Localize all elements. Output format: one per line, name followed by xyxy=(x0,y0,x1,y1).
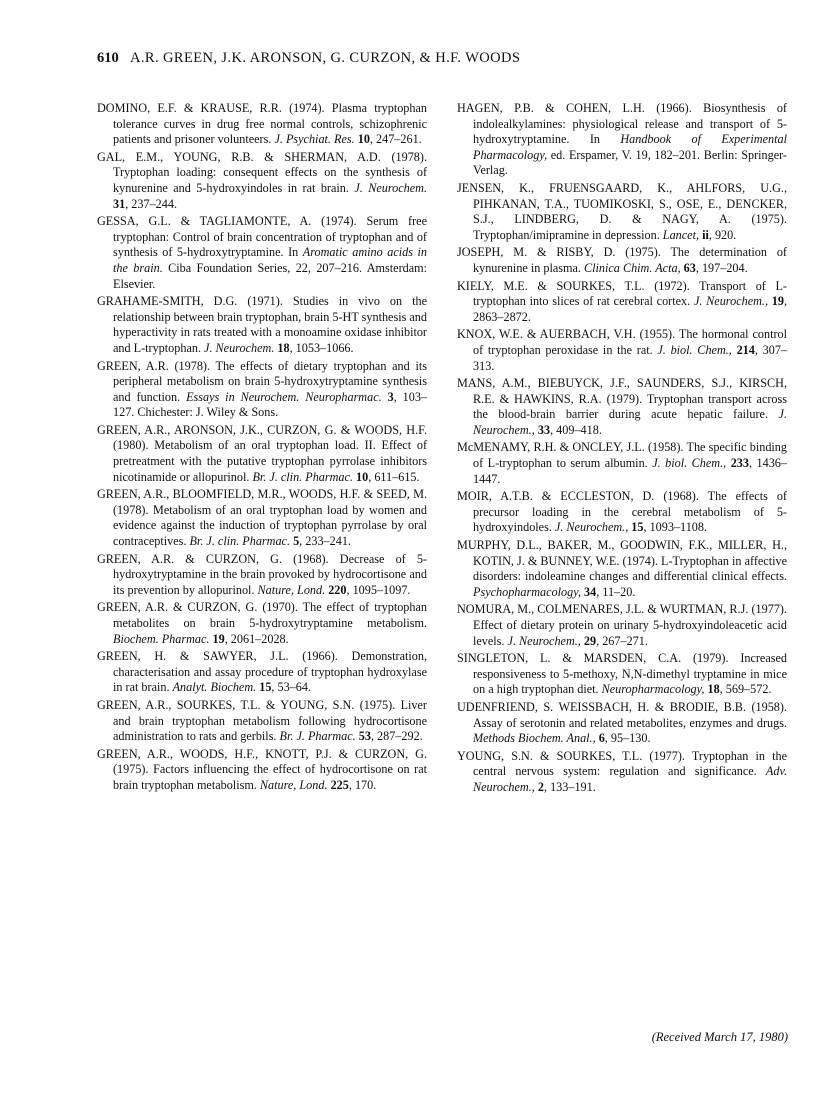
reference-pages: , 569–572. xyxy=(719,682,772,697)
reference-entry xyxy=(97,747,427,794)
reference-entry xyxy=(457,602,787,649)
reference-entry xyxy=(97,423,427,485)
reference-text: GREEN, A.R., WOODS, H.F., KNOTT, P.J. & CURZON, G. (1975). Factors influencing the effect of hydrocortisone on rat brain tryptophan metabolism. xyxy=(97,746,427,792)
reference-text: GREEN, A.R., ARONSON, J.K., CURZON, G. & WOODS, H.F. (1980). Metabolism of an oral tryptophan load. II. Effect of pretreatment with the putative tryptophan pyrrolase inhibitors nicotinamide or allopurinol. xyxy=(97,422,427,484)
reference-text: GREEN, H. & SAWYER, J.L. (1966). Demonstration, characterisation and assay procedure of tryptophan hydroxylase in rat brain. xyxy=(97,649,427,695)
reference-text: JENSEN, K., FRUENSGAARD, K., AHLFORS, U.G., PIHKANAN, T.A., TUOMIKOSKI, S., OSE, E., DENCKER, S.J., LINDBERG, D. & NAGY, A. (1975). Tryptophan/imipramine in depression. xyxy=(457,180,787,242)
reference-text: JOSEPH, M. & RISBY, D. (1975). The determination of kynurenine in plasma. xyxy=(457,245,787,275)
reference-text: NOMURA, M., COLMENARES, J.L. & WURTMAN, R.J. (1977). Effect of dietary protein on urinary 5-hydroxyindoleacetic acid levels. xyxy=(457,602,787,648)
reference-entry xyxy=(457,327,787,374)
reference-journal: J. Neurochem. xyxy=(354,180,427,195)
reference-journal: Br. J. Pharmac. xyxy=(279,729,356,744)
reference-journal: Handbook of Experimental Pharmacology, xyxy=(473,132,787,162)
reference-text: McMENAMY, R.H. & ONCLEY, J.L. (1958). The specific binding of L-tryptophan to serum albumin. xyxy=(457,440,787,471)
running-header xyxy=(97,50,787,67)
reference-entry xyxy=(457,489,787,536)
reference-pages: , 95–130. xyxy=(604,731,651,746)
reference-journal: Nature, Lond. xyxy=(257,582,326,597)
reference-entry xyxy=(457,700,787,747)
references-left-column xyxy=(97,101,427,796)
reference-journal: J. Psychiat. Res. xyxy=(274,132,355,147)
reference-volume: 15 xyxy=(259,680,272,695)
reference-volume: 34 xyxy=(584,584,597,599)
reference-journal: Br. J. clin. Pharmac. xyxy=(189,534,291,549)
reference-text: YOUNG, S.N. & SOURKES, T.L. (1977). Tryptophan in the central nervous system: regulation and significance. xyxy=(457,748,787,779)
reference-entry xyxy=(457,651,787,698)
reference-journal: J. Neurochem., xyxy=(473,407,787,437)
reference-text: DOMINO, E.F. & KRAUSE, R.R. (1974). Plasma tryptophan tolerance curves in drug free normal controls, schizophrenic patients and prisoner volunteers. xyxy=(97,101,427,147)
reference-pages: , 2863–2872. xyxy=(473,294,788,324)
reference-entry xyxy=(457,279,787,326)
reference-journal: J. Neurochem., xyxy=(693,294,769,309)
reference-pages: , 307–313. xyxy=(473,342,788,373)
reference-journal: J. Neurochem. xyxy=(204,340,275,355)
reference-volume: 15 xyxy=(631,520,644,535)
reference-text: GAL, E.M., YOUNG, R.B. & SHERMAN, A.D. (1978). Tryptophan loading: consequent effects on the synthesis of kynurenine and 5-hydroxyindoles in rat brain. xyxy=(97,149,427,195)
reference-journal: Clinica Chim. Acta, xyxy=(584,260,681,275)
reference-journal: Analyt. Biochem. xyxy=(172,680,257,695)
reference-journal: Essays in Neurochem. Neuropharmac. xyxy=(186,389,382,404)
reference-pages: , 1053–1066. xyxy=(289,340,354,355)
reference-pages: , 611–615. xyxy=(368,469,420,484)
reference-volume: 214 xyxy=(736,342,755,357)
reference-volume: 63 xyxy=(683,260,696,275)
reference-pages: , 1093–1108. xyxy=(643,520,708,535)
reference-pages: , 247–261. xyxy=(369,132,422,147)
reference-text: GREEN, A.R., BLOOMFIELD, M.R., WOODS, H.F. & SEED, M. (1978). Metabolism of an oral tryptophan load by women and evidence against the induction of tryptophan pyrrolase by oral contraceptives. xyxy=(97,487,427,549)
reference-pages: , 170. xyxy=(348,777,377,792)
reference-entry xyxy=(97,600,427,647)
reference-volume: 53 xyxy=(358,729,371,744)
reference-entry xyxy=(97,487,427,549)
reference-pages: , 1095–1097. xyxy=(346,582,411,597)
reference-text: GRAHAME-SMITH, D.G. (1971). Studies in vivo on the relationship between brain tryptophan, brain 5-HT synthesis and hyperactivity in rats treated with a monoamine oxidase inhibitor and L-tryptophan. xyxy=(97,294,427,355)
reference-pages: , 133–191. xyxy=(543,779,596,794)
reference-text: HAGEN, P.B. & COHEN, L.H. (1966). Biosynthesis of indolealkylamines: physiological release and transport of 5-hydroxytryptamine. In xyxy=(457,101,787,147)
reference-entry xyxy=(457,440,787,487)
reference-pages: , 53–64. xyxy=(271,680,312,695)
reference-volume: 29 xyxy=(583,633,597,648)
reference-pages: , 1436–1447. xyxy=(473,456,787,486)
reference-pages: , 197–204. xyxy=(695,260,748,275)
reference-pages: Ciba Foundation Series, 22, 207–216. Amsterdam: Elsevier. xyxy=(113,260,427,291)
reference-volume: 18 xyxy=(707,682,720,697)
header-authors: A.R. GREEN, J.K. ARONSON, G. CURZON, & H.F. WOODS xyxy=(129,50,521,66)
reference-entry xyxy=(97,359,427,421)
reference-text: SINGLETON, L. & MARSDEN, C.A. (1979). Increased responsiveness to 5-methoxy, N,N-dimethyl tryptamine in mice on a high tryptophan diet. xyxy=(457,651,787,697)
reference-volume: 19 xyxy=(771,294,784,309)
reference-pages: ed. Erspamer, V. 19, 182–201. Berlin: Springer-Verlag. xyxy=(473,147,787,178)
reference-journal: Nature, Lond. xyxy=(259,777,328,792)
reference-entry xyxy=(457,749,787,796)
reference-text: GREEN, A.R. (1978). The effects of dietary tryptophan and its peripheral metabolism on brain 5-hydroxytryptamine synthesis and function. xyxy=(97,358,427,404)
reference-entry xyxy=(457,376,787,438)
reference-volume: 2 xyxy=(537,779,544,794)
reference-volume: 18 xyxy=(277,340,290,355)
reference-pages: , 237–244. xyxy=(125,196,177,211)
reference-entry xyxy=(97,552,427,599)
references-right-column xyxy=(457,101,787,798)
reference-journal: Biochem. Pharmac. xyxy=(113,631,210,646)
reference-entry xyxy=(457,101,787,179)
reference-pages: , 233–241. xyxy=(299,534,351,549)
page-number: 610 xyxy=(97,50,119,66)
reference-pages: , 103–127. Chichester: J. Wiley & Sons. xyxy=(113,389,428,420)
reference-volume: 233 xyxy=(730,456,749,471)
reference-pages: , 920. xyxy=(708,227,737,242)
reference-volume: 19 xyxy=(212,631,225,646)
reference-pages: , 267–271. xyxy=(596,633,648,648)
reference-volume: 3 xyxy=(387,389,394,404)
received-date: (Received March 17, 1980) xyxy=(651,1030,788,1044)
reference-journal: Methods Biochem. Anal., xyxy=(473,731,596,746)
reference-volume: 220 xyxy=(328,582,347,597)
reference-journal: J. biol. Chem., xyxy=(652,456,727,471)
reference-volume: 5 xyxy=(293,534,300,549)
reference-pages: , 11–20. xyxy=(596,584,636,599)
reference-volume: 10 xyxy=(356,469,369,484)
reference-journal: Aromatic amino acids in the brain. xyxy=(113,245,427,275)
reference-journal: J. Neurochem., xyxy=(554,520,629,535)
reference-text: GESSA, G.L. & TAGLIAMONTE, A. (1974). Serum free tryptophan: Control of brain concentration of tryptophan and of synthesis of 5-hydroxytryptamine. In xyxy=(97,214,427,260)
reference-entry xyxy=(457,245,787,276)
reference-text: MOIR, A.T.B. & ECCLESTON, D. (1968). The effects of precursor loading in the cerebral metabolism of 5-hydroxyindoles. xyxy=(457,489,787,535)
reference-entry xyxy=(97,101,427,148)
reference-text: MANS, A.M., BIEBUYCK, J.F., SAUNDERS, S.J., KIRSCH, R.E. & HAWKINS, R.A. (1979). Tryptophan transport across the blood-brain barrier during acute hepatic failure. xyxy=(457,376,787,422)
reference-text: GREEN, A.R., SOURKES, T.L. & YOUNG, S.N. (1975). Liver and brain tryptophan metabolism following hydrocortisone administration to rats and gerbils. xyxy=(97,697,427,744)
reference-volume: 31 xyxy=(113,196,126,211)
reference-entry xyxy=(97,698,427,745)
reference-volume: 10 xyxy=(357,132,370,147)
reference-entry xyxy=(457,181,787,243)
reference-text: KIELY, M.E. & SOURKES, T.L. (1972). Transport of L-tryptophan into slices of rat cerebral cortex. xyxy=(457,278,787,309)
reference-pages: , 287–292. xyxy=(370,729,423,744)
reference-volume: 225 xyxy=(330,777,349,792)
reference-journal: Adv. Neurochem., xyxy=(473,764,787,794)
reference-journal: Psychopharmacology, xyxy=(473,584,581,599)
reference-pages: , 2061–2028. xyxy=(224,631,289,646)
reference-text: GREEN, A.R. & CURZON, G. (1970). The effect of tryptophan metabolites on brain 5-hydroxytryptamine metabolism. xyxy=(97,600,427,630)
reference-text: MURPHY, D.L., BAKER, M., GOODWIN, F.K., MILLER, H., KOTIN, J. & BUNNEY, W.E. (1974). L-Tryptophan in affective disorders: indoleamine changes and differential clinical effects. xyxy=(457,538,787,584)
reference-entry xyxy=(97,649,427,696)
reference-entry xyxy=(97,150,427,212)
reference-volume: 6 xyxy=(598,731,605,746)
reference-text: KNOX, W.E. & AUERBACH, V.H. (1955). The hormonal control of tryptophan peroxidase in the rat. xyxy=(457,327,787,357)
reference-journal: Br. J. clin. Pharmac. xyxy=(252,469,353,484)
reference-entry xyxy=(97,214,427,292)
reference-pages: , 409–418. xyxy=(550,422,602,437)
reference-journal: J. Neurochem., xyxy=(507,633,581,648)
reference-journal: Neuropharmacology, xyxy=(601,682,705,697)
reference-volume: 33 xyxy=(537,422,551,437)
reference-journal: Lancet, xyxy=(662,227,700,242)
reference-entry xyxy=(457,538,787,600)
reference-volume: ii xyxy=(702,227,709,242)
reference-entry xyxy=(97,294,427,356)
reference-journal: J. biol. Chem., xyxy=(657,342,732,357)
reference-text: GREEN, A.R. & CURZON, G. (1968). Decrease of 5-hydroxytryptamine in the brain provoked by hydrocortisone and its prevention by allopurinol. xyxy=(97,551,427,597)
reference-text: UDENFRIEND, S. WEISSBACH, H. & BRODIE, B.B. (1958). Assay of serotonin and related metabolites, enzymes and drugs. xyxy=(457,699,787,730)
